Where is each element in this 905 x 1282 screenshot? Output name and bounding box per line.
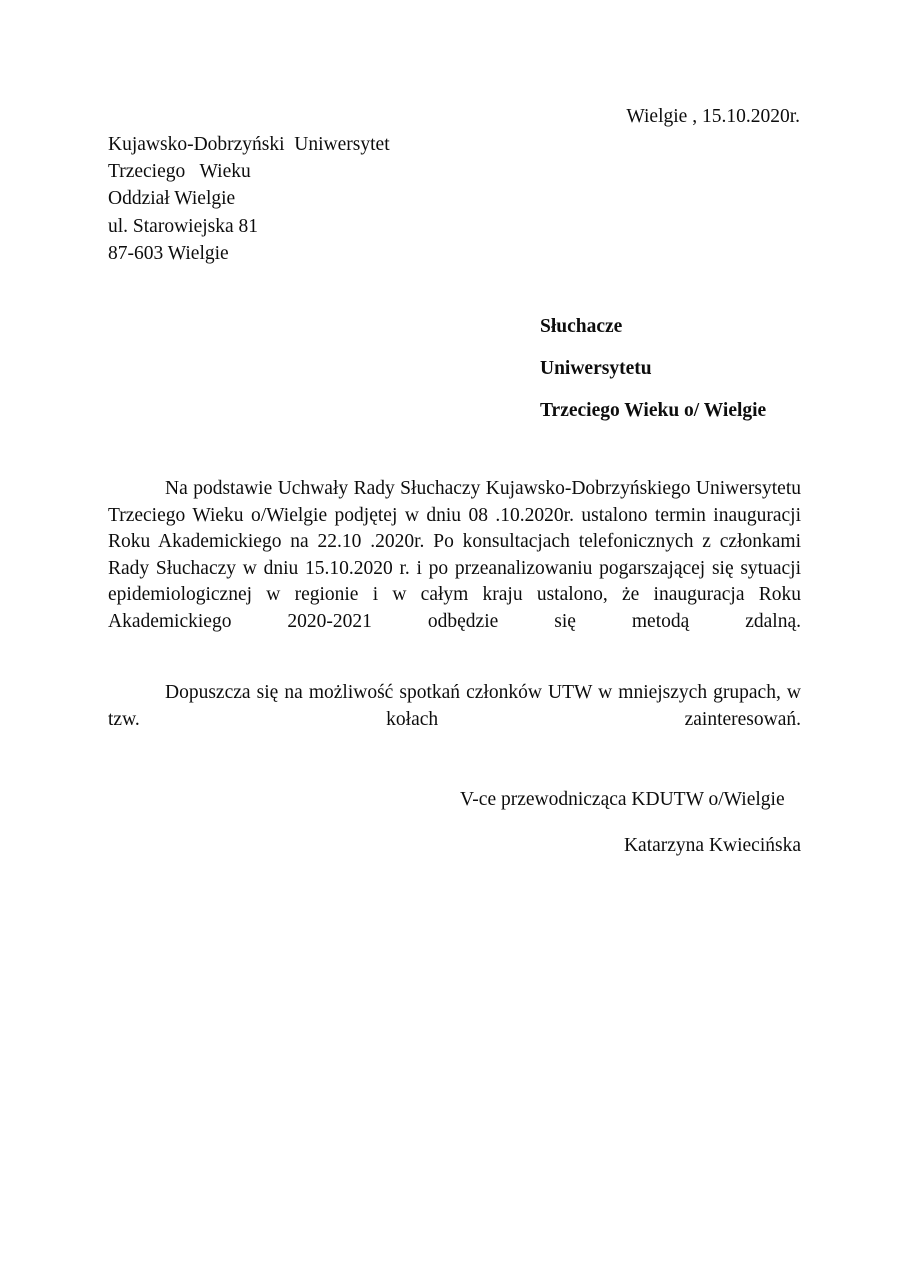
addressee-block bbox=[540, 306, 880, 432]
signature-name: Katarzyna Kwiecińska bbox=[623, 835, 801, 856]
addressee-line-3: Trzeciego Wieku o/ Wielgie bbox=[540, 400, 767, 421]
sender-line-street: ul. Starowiejska 81 bbox=[108, 215, 259, 237]
body-paragraph-2: Dopuszcza się na możliwość spotkań członków UTW w mniejszych grupach, w tzw. kołach zainteresowań. bbox=[108, 682, 801, 730]
addressee-line-1: Słuchacze bbox=[540, 316, 623, 337]
signature-block bbox=[108, 787, 801, 859]
sender-line-branch: Oddział Wielgie bbox=[108, 188, 236, 210]
addressee-line-2: Uniwersytetu bbox=[540, 358, 652, 379]
date-line: Wielgie , 15.10.2020r. bbox=[626, 106, 800, 127]
letter-body bbox=[108, 476, 801, 760]
body-paragraph-1: Na podstawie Uchwały Rady Słuchaczy Kujawsko-Dobrzyńskiego Uniwersytetu Trzeciego Wieku o/Wielgie podjętej w dniu 08 .10.2020r. ustalono termin inauguracji Roku Akademickiego na 22.10 .2020r. Po konsultacjach telefonicznych z członkami Rady Słuchaczy w dniu 15.10.2020 r. i po przeanalizowaniu pogarszającej się sytuacji epidemiologicznej w regionie i w całym kraju ustalono, że inauguracja Roku Akademickiego 2020-2021 odbędzie się metodą zdalną. bbox=[108, 478, 801, 632]
sender-address-block bbox=[108, 131, 528, 267]
sender-line-department: Trzeciego Wieku bbox=[108, 161, 251, 183]
sender-line-postal-city: 87-603 Wielgie bbox=[108, 242, 229, 264]
signature-role: V-ce przewodnicząca KDUTW o/Wielgie bbox=[460, 789, 785, 810]
sender-line-organization: Kujawsko-Dobrzyński Uniwersytet bbox=[108, 134, 390, 155]
